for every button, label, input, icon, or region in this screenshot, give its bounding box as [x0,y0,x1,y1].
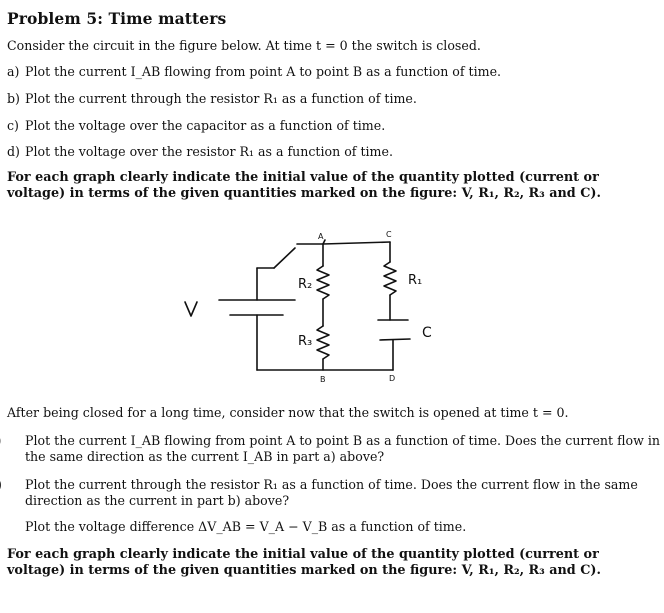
capacitor-bottom-plate [380,339,410,340]
label-r2: R₂ [298,277,313,292]
part1-item-a [7,64,647,80]
item-text: Plot the voltage over the capacitor as a function of time. [25,118,386,133]
label-point-d: D [389,374,396,383]
item-label [7,477,25,493]
resistor-r3 [317,326,329,359]
item-text: Plot the current through the resistor R₁ as a function of time. [25,91,417,106]
voltage-symbol [185,302,197,316]
item-label: a) [7,64,20,79]
part2-item-b [7,477,664,509]
wire-top-right [323,242,390,244]
item-text: Plot the voltage difference ΔV_AB = V_A − V_B as a function of time. [25,519,467,534]
item-label [7,433,25,449]
label-r3: R₃ [298,334,313,349]
part1-item-b [7,91,647,107]
resistor-r2 [317,266,329,299]
circuit-figure [175,222,465,394]
label-capacitor: C [422,325,432,341]
label-point-b: B [320,375,326,384]
part1-item-c [7,118,647,134]
item-text: Plot the voltage over the resistor R₁ as a function of time. [25,144,393,159]
circuit-diagram [175,222,465,394]
label-point-c: C [386,230,392,239]
intro-text: Consider the circuit in the figure below. At time t = 0 the switch is closed. [7,38,481,53]
label-point-a: A [318,232,324,241]
part2-item-c [7,519,664,535]
item-text: Plot the current I_AB flowing from point A to point B as a function of time. Does the current flow in the same direction as the current I_AB in part a) above? [25,433,661,464]
item-text: Plot the current through the resistor R₁ as a function of time. Does the current flow in the same direction as the current in part b) above? [25,477,638,508]
resistor-r1 [384,262,396,295]
part1-item-d [7,144,647,160]
item-label: c) [7,118,19,133]
instruction-2: For each graph clearly indicate the initial value of the quantity plotted (current or voltage) in terms of the given quantities marked on the figure: V, R₁, R₂, R₃ and C). [7,547,601,578]
problem-title: Problem 5: Time matters [7,9,227,28]
instruction-1: For each graph clearly indicate the initial value of the quantity plotted (current or voltage) in terms of the given quantities marked on the figure: V, R₁, R₂, R₃ and C). [7,170,601,201]
item-label: b) [7,91,20,106]
after-text: After being closed for a long time, consider now that the switch is opened at time t = 0. [7,405,569,420]
item-text: Plot the current I_AB flowing from point A to point B as a function of time. [25,64,502,79]
item-label: d) [7,144,20,159]
part2-item-a [7,433,664,465]
label-r1: R₁ [408,273,423,288]
item-label [7,519,25,535]
switch-blade [274,248,295,268]
